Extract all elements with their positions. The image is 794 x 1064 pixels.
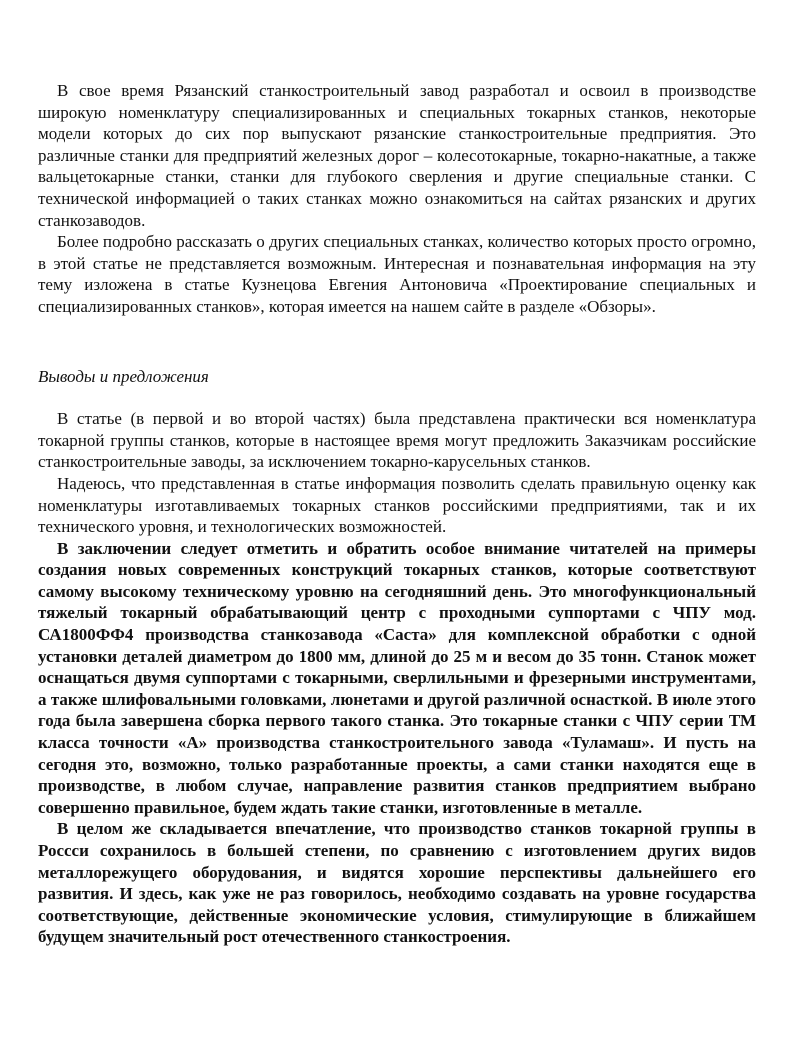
section-heading: Выводы и предложения [38, 366, 209, 386]
conclusion-paragraph-2: Надеюсь, что представленная в статье информация позволить сделать правильную оценку как номенклатуры изготавливаемых токарных станков российскими предприятиями, так и их технического уровня, и технологических возможностей. [38, 473, 756, 537]
conclusion-section [38, 408, 756, 538]
intro-paragraph-1: В свое время Рязанский станкостроительный завод разработал и освоил в производстве широкую номенклатуру специализированных и специальных токарных станков, некоторые модели которых до сих пор выпускают рязанские станкостроительные предприятия. Это различные станки для предприятий железных дорог – колесотокарные, токарно-накатные, а также вальцетокарные станки, станки для глубокого сверления и другие специальные станки. С технической информацией о таких станках можно ознакомиться на сайтах рязанских и других станкозаводов. [38, 81, 756, 230]
bold-paragraph-1: В заключении следует отметить и обратить особое внимание читателей на примеры создания новых современных конструкций токарных станков, которые соответствуют самому высокому техническому уровню на сегодняшний день. Это многофункциональный тяжелый токарный обрабатывающий центр с проходными суппортами с ЧПУ мод. СА1800ФФ4 производства станкозавода «Саста» для комплексной обработки с одной установки деталей диаметром до 1800 мм, длиной до 25 м и весом до 35 тонн. Станок может оснащаться двумя суппортами с токарными, сверлильными и фрезерными инструментами, а также шлифовальными головками, люнетами и другой различной оснасткой. В июле этого года была завершена сборка первого такого станка. Это токарные станки с ЧПУ серии ТМ класса точности «А» производства станкостроительного завода «Туламаш». И пусть на сегодня это, возможно, только разработанные проекты, а сами станки находятся еще в производстве, в любом случае, направление развития станков предприятием выбрано совершенно правильное, будем ждать такие станки, изготовленные в металле. [38, 538, 756, 817]
bold-paragraph-2: В целом же складывается впечатление, что производство станков токарной группы в Россси сохранилось в большей степени, по сравнению с изготовлением других видов металлорежущего оборудования, и видятся хорошие перспективы дальнейшего его развития. И здесь, как уже не раз говорилось, необходимо создавать на уровне государства соответствующие, действенные экономические условия, стимулирующие в ближайшем будущем значительный рост отечественного станкостроения. [38, 819, 756, 947]
conclusion-paragraph-1: В статье (в первой и во второй частях) была представлена практически вся номенклатура токарной группы станков, которые в настоящее время могут предложить Заказчикам российские станкостроительные заводы, за исключением токарно-карусельных станков. [38, 409, 756, 472]
intro-paragraph-2: Более подробно рассказать о других специальных станках, количество которых просто огромно, в этой статье не представляется возможным. Интересная и познавательная информация на эту тему изложена в статье Кузнецова Евгения Антоновича «Проектирование специальных и специализированных станков», которая имеется на нашем сайте в разделе «Обзоры». [38, 232, 756, 316]
intro-section [38, 80, 756, 318]
document-page [38, 80, 756, 948]
spacer [38, 387, 756, 408]
spacer [38, 318, 756, 366]
bold-conclusion-section [38, 538, 756, 948]
